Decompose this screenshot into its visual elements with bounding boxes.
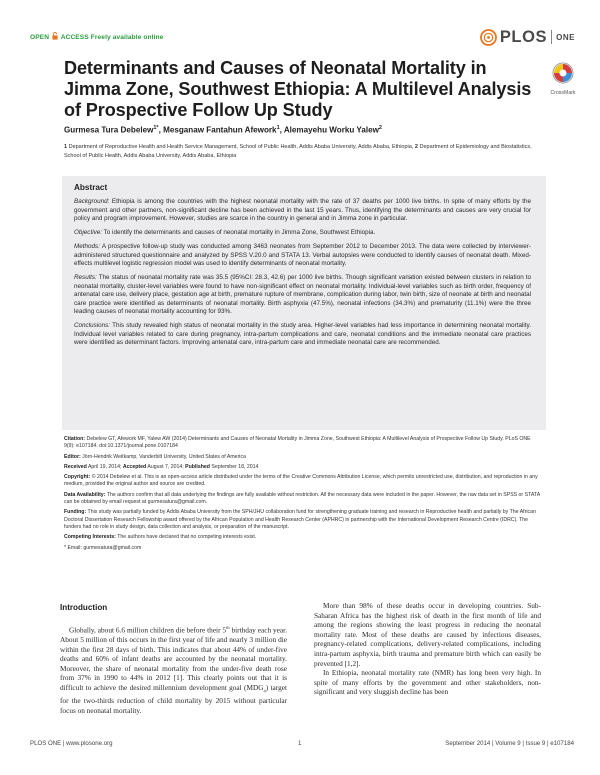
- section-text: This study revealed high status of neonatal mortality in the study area. Higher-level variables had less importance in determining neonatal mortality. Individual level variables related to care during pregnancy, intra-partum complications and care, neonatal conditions and the immediate neonatal care practices were identified as determinant factors. Improving antenatal care, intra-partum care and immediate neonatal care are recommended.: [74, 322, 531, 346]
- meta-text: The authors confirm that all data underlying the findings are fully available without restriction. All the necessary data were included in the paper. However, the raw data set in SPSS or STATA can be obtained by email request at gurmesatura@gmail.com.: [64, 491, 540, 506]
- abstract-panel: [62, 176, 546, 430]
- affiliations: [64, 143, 544, 161]
- meta-text: Debelew GT, Afework MF, Yalew AW (2014) Determinants and Causes of Neonatal Mortality in Jimma Zone, Southwest Ethiopia: A Multilevel Analysis of Prospective Follow Up Study. PLoS ONE 9(9): e107184. doi:10.1371/journal.pone.0107184: [64, 436, 531, 450]
- copyright: [64, 474, 542, 489]
- funding: [64, 509, 542, 531]
- section-text: Ethiopia is among the countries with the highest neonatal mortality with the rate of 37 deaths per 1000 live births. In spite of many efforts by the government and other partners, non-significant decline has been achieved in the last 15 years. Thus, identifying the determinants and causes are very crucial for policy and program improvement. However, studies are scarce in the country in general and in Jimma zone in particular.: [74, 198, 532, 222]
- abstract-results: [74, 274, 531, 317]
- meta-text: Jörn-Hendrik Weitkamp, Vanderbilt University, United States of America: [82, 453, 246, 460]
- intro-paragraph: [60, 623, 287, 715]
- plos-wordmark: PLOS: [499, 27, 548, 46]
- meta-label: Accepted: [122, 463, 147, 470]
- open-label: OPEN: [30, 34, 50, 41]
- meta-label: Competing Interests:: [64, 534, 116, 541]
- meta-text: The authors have declared that no competing interests exist.: [117, 534, 257, 541]
- footer-journal[interactable]: PLOS ONE | www.plosone.org: [30, 740, 113, 747]
- abstract-background: [74, 198, 531, 224]
- crossmark-icon: [552, 62, 574, 84]
- para-text: ) target for the two-thirds reduction of child mortality by 2015 without particular focus on neonatal mortality.: [60, 682, 287, 715]
- meta-text: This study was partially funded by Addis Ababa University from the SPH/JHU collaboration fund for strengthening graduate training and research in Reproductive health and partially by The African Doctoral Dissertation Research Fellowship award offered by the African Population and Health Research Center (APHRC) in partnership with the International Development Research Centre (IDRC). The funders had no role in study design, data collection and analysis, or preparation of the manuscript.: [64, 509, 536, 530]
- introduction-heading: Introduction: [60, 603, 108, 612]
- freely-available-label: Freely available online: [90, 34, 164, 41]
- meta-text: April 19, 2014;: [87, 463, 122, 470]
- intro-paragraph: More than 98% of these deaths occur in developing countries. Sub-Saharan Africa has the highest risk of death in the first month of life and among the regions showing the least progress in reducing the neonatal mortality rate. Most of these deaths are caused by infectious diseases, pregnancy-related complications, delivery-related complications, including intra-partum asphyxia, birth trauma and premature birth which can easily be prevented [1,2].: [314, 601, 541, 668]
- page-number: 1: [298, 740, 302, 747]
- crossmark-badge[interactable]: [546, 62, 580, 96]
- abstract-objective: [74, 229, 531, 238]
- open-access-badge: [30, 32, 163, 42]
- abstract-heading: Abstract: [74, 183, 108, 192]
- citation: [64, 436, 542, 451]
- section-text: To identify the determinants and causes of neonatal mortality in Jimma Zone, Southwest Ethiopia.: [103, 229, 376, 236]
- footer-issue: September 2014 | Volume 9 | Issue 9 | e107184: [445, 740, 574, 747]
- corresponding-email[interactable]: * Email: gurmesatura@gmail.com: [64, 544, 142, 551]
- author-affil-marker: 2: [378, 125, 382, 131]
- author-name[interactable]: Gurmesa Tura Debelew: [64, 125, 154, 135]
- author-name[interactable]: Alemayehu Worku Yalew: [283, 125, 379, 135]
- abstract-conclusions: [74, 322, 531, 348]
- affiliation-2: Department of Epidemiology and Biostatistics, School of Public Health, Addis Ababa University, Addis Ababa, Ethiopia: [64, 144, 532, 159]
- meta-label: Data Availability:: [64, 491, 106, 498]
- section-label: Results:: [74, 274, 97, 281]
- subscript: 4: [263, 688, 266, 694]
- body-column-right: [314, 601, 541, 697]
- dates: [64, 464, 542, 471]
- author-affil-marker: 1*: [153, 125, 159, 131]
- meta-label: Copyright:: [64, 474, 91, 481]
- section-label: Objective:: [74, 229, 102, 236]
- intro-paragraph: In Ethiopia, neonatal mortality rate (NMR) has long been very high. In spite of many efforts by the government and other stakeholders, non-significant and very sluggish decline has been: [314, 668, 541, 697]
- section-text: A prospective follow-up study was conducted among 3463 neonates from September 2012 to December 2013. The data were collected by interviewer-administered structured questionnaire and analyzed by SPSS V.20.0 and STATA 13. Verbal autopsies were conducted to identify causes of neonatal death. Mixed-effects multilevel logistic regression model was used to identify determinants of neonatal mortality.: [74, 243, 531, 267]
- data-availability: [64, 492, 542, 507]
- para-text: birthday each year. About 5 million of this occurs in the first year of life and nearly 3 million die within the first 28 days of birth. This indicates that about 44% of under-five deaths and 60% of infant deaths are accounted by the neonatal mortality. Moreover, the share of neonatal mortality from the under-five death rose from 37% in 1990 to 44% in 2012 [1]. This clearly points out that it is difficult to achieve the desired millennium development goal (MDG: [60, 625, 287, 692]
- author-name[interactable]: Mesganaw Fantahun Afework: [163, 125, 277, 135]
- para-text: Globally, about 6.6 million children die before their 5: [69, 625, 227, 635]
- plos-globe-icon: [480, 29, 497, 46]
- affiliation-1: Department of Reproductive Health and Health Service Management, School of Public Health, Addis Ababa University, Addis Ababa, Ethiopia,: [68, 144, 414, 150]
- meta-text: © 2014 Debelew et al. This is an open-access article distributed under the terms of the Creative Commons Attribution License, which permits unrestricted use, distribution, and reproduction in any medium, provided the original author and source are credited.: [64, 474, 538, 488]
- logo-divider: [551, 30, 552, 44]
- meta-text: August 7, 2014;: [147, 463, 184, 470]
- access-label: ACCESS: [60, 34, 89, 41]
- author-affil-marker: 1: [276, 125, 280, 131]
- meta-text: September 18, 2014: [211, 463, 259, 470]
- meta-label: Received: [64, 463, 87, 470]
- meta-label: Funding:: [64, 509, 87, 516]
- plos-one-logo[interactable]: [480, 26, 575, 48]
- affil-number: 2: [414, 144, 418, 150]
- body-column-left: [60, 623, 287, 715]
- meta-label: Citation:: [64, 436, 86, 442]
- section-text: The status of neonatal mortality rate was 35.5 (95%CI: 28.3, 42.6) per 1000 live births. Though significant variation existed between clusters in relation to neonatal mortality, cluster-level variables were found to have non-significant effect on neonatal mortality. Individual-level variables such as birth order, frequency of antenatal care use, delivery place, gestation age at birth, premature rupture of membrane, complication during labor, twin birth, size of neonate at birth and neonatal care practice were identified as determinants of neonatal mortality. Birth asphyxia (47.5%), neonatal infections (34.3%) and prematurity (11.1%) were the three leading causes of neonatal mortality accounting for 93%.: [74, 274, 531, 315]
- abstract-methods: [74, 243, 531, 269]
- article-title: Determinants and Causes of Neonatal Mortality in Jimma Zone, Southwest Ethiopia: A Multilevel Analysis of Prospective Follow Up Study: [64, 58, 532, 120]
- open-access-lock-icon: [52, 32, 58, 42]
- section-label: Methods:: [74, 243, 100, 250]
- meta-label: Editor:: [64, 453, 81, 460]
- editor: [64, 454, 542, 461]
- affil-number: 1: [64, 144, 68, 150]
- author-list: Gurmesa Tura Debelew$^{1*}$, Mesganaw Fantahun Afework$^1$, Alemayehu Worku Yalew$^2$: [64, 125, 382, 135]
- superscript: th: [226, 625, 230, 630]
- journal-header: [30, 26, 575, 50]
- page-footer: [30, 740, 574, 750]
- one-wordmark: ONE: [556, 32, 575, 42]
- section-label: Conclusions:: [74, 322, 111, 329]
- article-metadata: [64, 436, 542, 555]
- crossmark-label: CrossMark: [550, 90, 576, 96]
- section-label: Background:: [74, 198, 110, 205]
- meta-label: Published: [185, 463, 210, 470]
- competing-interests: [64, 534, 542, 541]
